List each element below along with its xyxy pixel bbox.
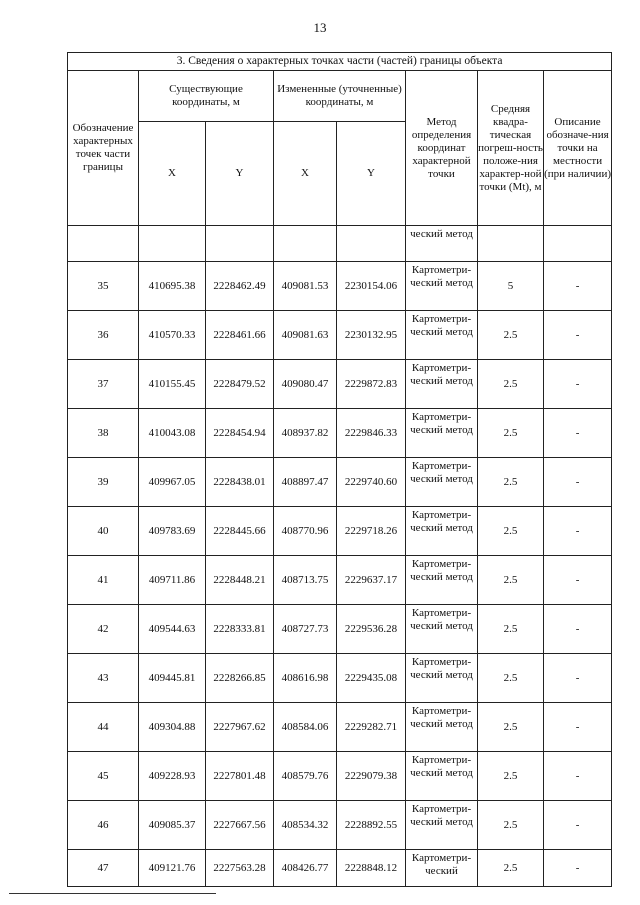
cell-existing-y: 2227563.28 <box>206 850 274 887</box>
cell-point-id: 37 <box>68 360 139 409</box>
cell-existing-x: 409445.81 <box>139 654 206 703</box>
cell-method: Картометри-ческий метод <box>406 311 478 360</box>
cell-accuracy: 2.5 <box>478 507 544 556</box>
table-row <box>68 556 612 605</box>
cell-method: Картометри-ческий метод <box>406 507 478 556</box>
cell-description: - <box>544 850 612 887</box>
cell-changed-y: 2229718.26 <box>337 507 406 556</box>
table-row <box>68 409 612 458</box>
cell-method: Картометри-ческий <box>406 850 478 887</box>
cell-accuracy: 2.5 <box>478 409 544 458</box>
cell-description: - <box>544 458 612 507</box>
cell-accuracy: 2.5 <box>478 311 544 360</box>
header-existing-y: Y <box>206 122 274 226</box>
cell-method: Картометри-ческий метод <box>406 262 478 311</box>
cell-existing-x: 409544.63 <box>139 605 206 654</box>
footer-rule <box>9 893 216 894</box>
cell-point-id: 36 <box>68 311 139 360</box>
cell-method: Картометри-ческий метод <box>406 556 478 605</box>
cell-existing-y: 2228333.81 <box>206 605 274 654</box>
cell-changed-x: 408937.82 <box>274 409 337 458</box>
header-existing-x: X <box>139 122 206 226</box>
cell-description: - <box>544 605 612 654</box>
cell-point-id: 46 <box>68 801 139 850</box>
cell-existing-y: 2228438.01 <box>206 458 274 507</box>
table-row <box>68 752 612 801</box>
table-title: 3. Сведения о характерных точках части (частей) границы объекта <box>68 53 612 71</box>
cell-changed-y: 2229435.08 <box>337 654 406 703</box>
cell-accuracy: 2.5 <box>478 850 544 887</box>
header-existing-coords: Существующие координаты, м <box>139 71 274 122</box>
cell-accuracy: 2.5 <box>478 703 544 752</box>
cell-changed-x: 408713.75 <box>274 556 337 605</box>
cell-existing-y: 2227801.48 <box>206 752 274 801</box>
cell-changed-y: 2229740.60 <box>337 458 406 507</box>
cell-changed-x: 408534.32 <box>274 801 337 850</box>
cell-point-id: 42 <box>68 605 139 654</box>
cell-point-id: 39 <box>68 458 139 507</box>
table-row <box>68 262 612 311</box>
cell-existing-y: 2227967.62 <box>206 703 274 752</box>
cell-description: - <box>544 752 612 801</box>
cell-point-id: 40 <box>68 507 139 556</box>
cell-existing-y: 2228479.52 <box>206 360 274 409</box>
cell-description: - <box>544 654 612 703</box>
cell-changed-y: 2229282.71 <box>337 703 406 752</box>
cell-existing-x: 409121.76 <box>139 850 206 887</box>
cell-existing-y: 2228454.94 <box>206 409 274 458</box>
continuation-row <box>68 226 612 262</box>
cell-existing-x: 409304.88 <box>139 703 206 752</box>
page-number: 13 <box>313 20 327 35</box>
cell-accuracy: 5 <box>478 262 544 311</box>
cell-method: Картометри-ческий метод <box>406 752 478 801</box>
cell-accuracy: 2.5 <box>478 654 544 703</box>
cell-changed-y: 2229846.33 <box>337 409 406 458</box>
cell-description: - <box>544 360 612 409</box>
cell-existing-x: 410695.38 <box>139 262 206 311</box>
cell-description: - <box>544 409 612 458</box>
table-row <box>68 703 612 752</box>
cell-existing-x: 409967.05 <box>139 458 206 507</box>
cell-method: Картометри-ческий метод <box>406 605 478 654</box>
cell-method: Картометри-ческий метод <box>406 409 478 458</box>
cell-changed-x: 408426.77 <box>274 850 337 887</box>
cell-changed-x: 408770.96 <box>274 507 337 556</box>
header-method: Метод определения координат характерной точки <box>406 71 478 226</box>
header-accuracy: Средняя квадра-тическая погреш-ность положе-ния характер-ной точки (Mt), м <box>478 71 544 226</box>
cell-point-id: 44 <box>68 703 139 752</box>
cell-existing-x: 410570.33 <box>139 311 206 360</box>
table-row <box>68 654 612 703</box>
cell-changed-y: 2230132.95 <box>337 311 406 360</box>
table-row <box>68 801 612 850</box>
cell-changed-y: 2229637.17 <box>337 556 406 605</box>
table-row <box>68 360 612 409</box>
cell-accuracy: 2.5 <box>478 605 544 654</box>
cell-changed-y: 2229536.28 <box>337 605 406 654</box>
cell-point-id: 35 <box>68 262 139 311</box>
cell-method: Картометри-ческий метод <box>406 458 478 507</box>
cell-existing-x: 410043.08 <box>139 409 206 458</box>
cell-changed-y: 2229079.38 <box>337 752 406 801</box>
cell-method: Картометри-ческий метод <box>406 801 478 850</box>
cell-existing-y: 2228448.21 <box>206 556 274 605</box>
cell-changed-x: 408584.06 <box>274 703 337 752</box>
cell-point-id: 45 <box>68 752 139 801</box>
cell-changed-y: 2228848.12 <box>337 850 406 887</box>
cell-description: - <box>544 703 612 752</box>
cell-point-id: 38 <box>68 409 139 458</box>
cell-changed-x: 409081.63 <box>274 311 337 360</box>
cell-changed-y: 2230154.06 <box>337 262 406 311</box>
cell-changed-x: 408579.76 <box>274 752 337 801</box>
continuation-method: ческий метод <box>406 226 478 262</box>
table-row <box>68 850 612 887</box>
header-changed-x: X <box>274 122 337 226</box>
cell-description: - <box>544 801 612 850</box>
table-row <box>68 605 612 654</box>
cell-point-id: 41 <box>68 556 139 605</box>
cell-description: - <box>544 556 612 605</box>
cell-existing-x: 409085.37 <box>139 801 206 850</box>
cell-description: - <box>544 311 612 360</box>
cell-changed-x: 409080.47 <box>274 360 337 409</box>
cell-changed-y: 2228892.55 <box>337 801 406 850</box>
boundary-points-table <box>67 52 612 887</box>
cell-changed-y: 2229872.83 <box>337 360 406 409</box>
table-row <box>68 458 612 507</box>
cell-existing-x: 409783.69 <box>139 507 206 556</box>
cell-existing-y: 2228266.85 <box>206 654 274 703</box>
cell-accuracy: 2.5 <box>478 752 544 801</box>
cell-description: - <box>544 507 612 556</box>
cell-changed-x: 408727.73 <box>274 605 337 654</box>
cell-method: Картометри-ческий метод <box>406 703 478 752</box>
table-row <box>68 507 612 556</box>
table-row <box>68 311 612 360</box>
cell-existing-x: 410155.45 <box>139 360 206 409</box>
cell-accuracy: 2.5 <box>478 360 544 409</box>
cell-existing-x: 409711.86 <box>139 556 206 605</box>
cell-existing-x: 409228.93 <box>139 752 206 801</box>
cell-method: Картометри-ческий метод <box>406 654 478 703</box>
cell-accuracy: 2.5 <box>478 458 544 507</box>
cell-changed-x: 408897.47 <box>274 458 337 507</box>
header-designation: Обозначение характерных точек части границы <box>68 71 139 226</box>
cell-existing-y: 2228445.66 <box>206 507 274 556</box>
cell-existing-y: 2228461.66 <box>206 311 274 360</box>
cell-method: Картометри-ческий метод <box>406 360 478 409</box>
cell-description: - <box>544 262 612 311</box>
header-description: Описание обозначе-ния точки на местности (при наличии) <box>544 71 612 226</box>
cell-changed-x: 409081.53 <box>274 262 337 311</box>
cell-accuracy: 2.5 <box>478 801 544 850</box>
header-changed-y: Y <box>337 122 406 226</box>
cell-point-id: 47 <box>68 850 139 887</box>
cell-accuracy: 2.5 <box>478 556 544 605</box>
cell-existing-y: 2227667.56 <box>206 801 274 850</box>
cell-point-id: 43 <box>68 654 139 703</box>
cell-existing-y: 2228462.49 <box>206 262 274 311</box>
header-changed-coords: Измененные (уточненные) координаты, м <box>274 71 406 122</box>
cell-changed-x: 408616.98 <box>274 654 337 703</box>
